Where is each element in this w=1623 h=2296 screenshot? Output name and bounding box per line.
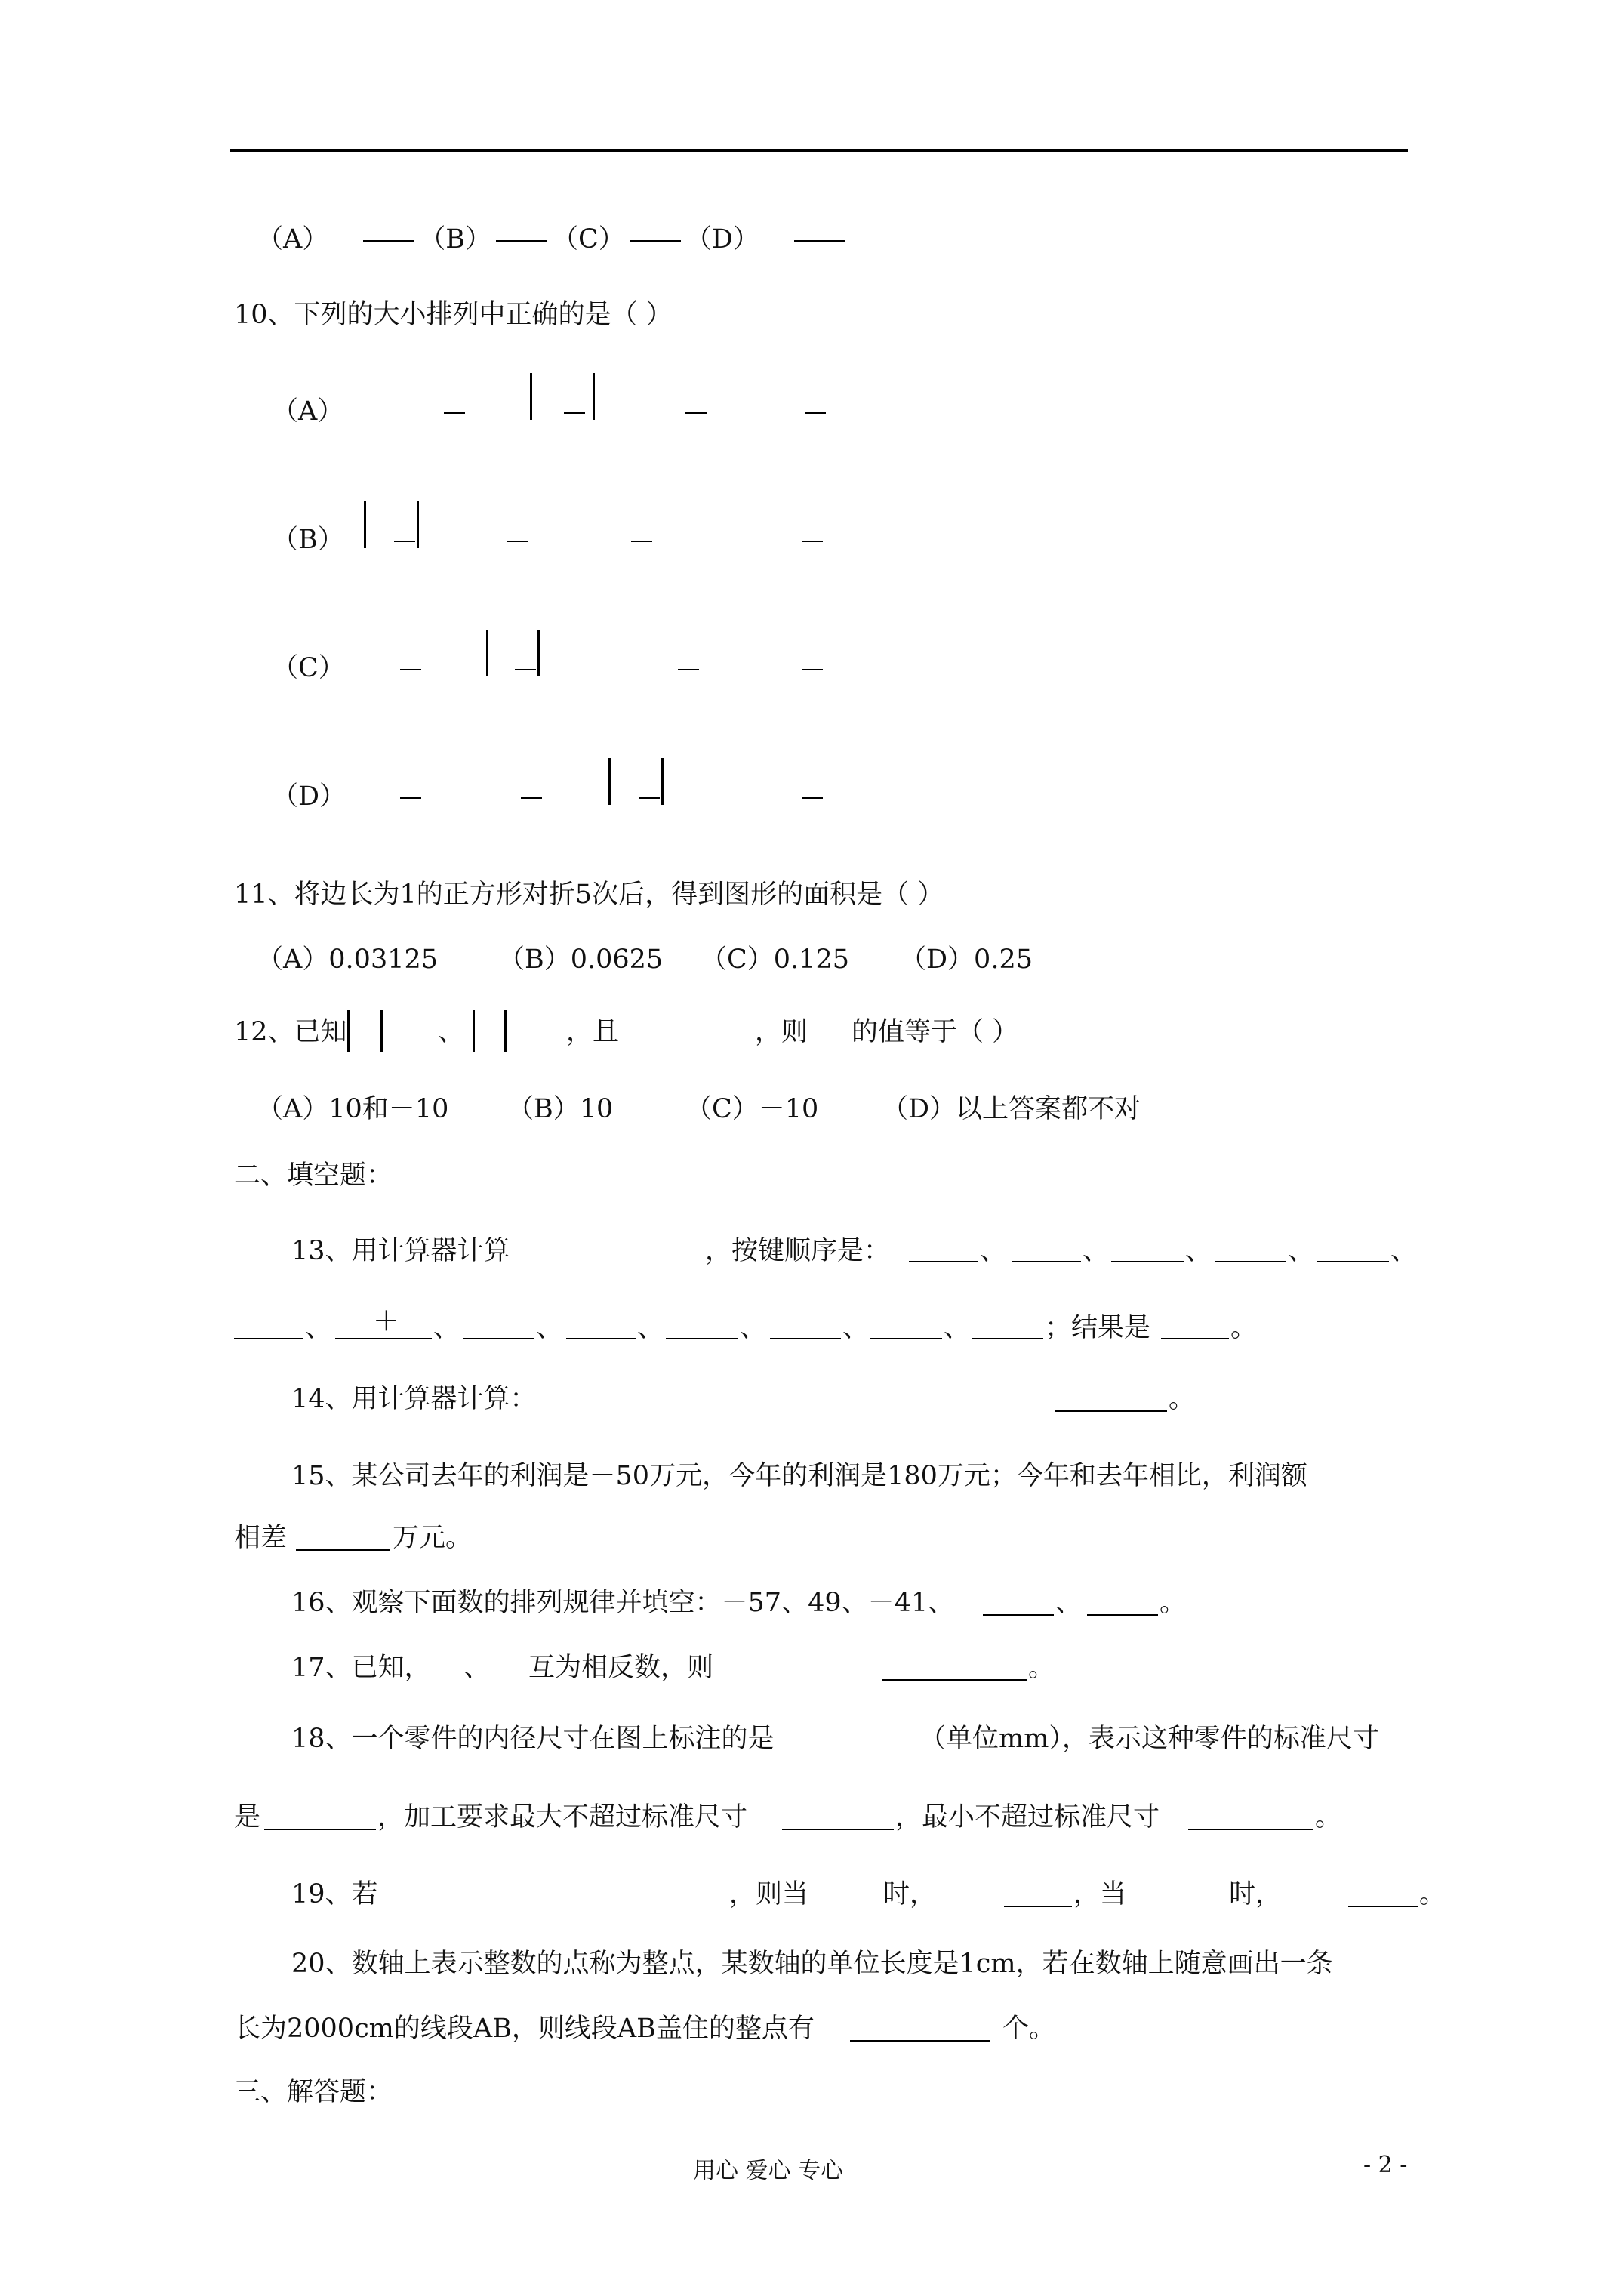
q10a-abs-right [593, 373, 595, 420]
q14-end: 。 [1169, 1384, 1196, 1414]
q18-line-2b: ，加工要求最大不超过标准尺寸 [377, 1802, 748, 1832]
q12-sep: 、 [438, 1017, 465, 1047]
q16-end: 。 [1160, 1588, 1187, 1618]
q10-option-d: （D） [272, 781, 346, 812]
q13-blank-result [1161, 1338, 1229, 1339]
q9-dash-a [363, 240, 414, 242]
q13-text-a: 13、用计算器计算 [291, 1236, 510, 1266]
q10d-minus-1 [400, 797, 421, 799]
q13-blank-4 [1215, 1261, 1286, 1262]
q9-option-c: （C） [552, 224, 625, 254]
q12-option-a: （A）10和－10 [257, 1094, 449, 1124]
q20-line-1: 20、数轴上表示整数的点称为整点，某数轴的单位长度是1cm，若在数轴上随意画出一条 [291, 1949, 1333, 1979]
q13-blank-6 [234, 1338, 303, 1339]
q13-blank-9 [566, 1338, 636, 1339]
q10a-minus-1 [444, 412, 465, 414]
q10a-minus-3 [685, 412, 707, 414]
q13-result: ；结果是 [1045, 1313, 1151, 1343]
q11-option-a: （A）0.03125 [257, 945, 439, 975]
q9-dash-d [794, 240, 845, 242]
q12-abs-b-right [504, 1010, 507, 1052]
q13-sep-5: 、 [1390, 1236, 1418, 1266]
q9-dash-b [496, 240, 547, 242]
q13-sep-4: 、 [1288, 1236, 1315, 1266]
q9-options [257, 222, 850, 257]
q19-text-c: 时， [883, 1879, 937, 1909]
q13-blank-10 [666, 1338, 738, 1339]
q10c-minus-4 [802, 669, 823, 670]
q19-text-b: ，则当 [729, 1879, 809, 1909]
q10a-abs-left [530, 373, 532, 420]
q12-abs-b-left [473, 1010, 475, 1052]
q10d-abs-right [661, 758, 664, 805]
q19-text-a: 19、若 [291, 1879, 378, 1909]
q9-option-a: （A） [257, 224, 329, 254]
q13-sep-10: 、 [740, 1313, 767, 1343]
q9-option-d: （D） [685, 224, 759, 254]
q18-blank-1 [264, 1829, 376, 1830]
q10c-minus-3 [678, 669, 699, 670]
q10a-minus-4 [805, 412, 826, 414]
q10-stem: 10、下列的大小排列中正确的是（ ） [234, 300, 673, 330]
q19-end: 。 [1419, 1879, 1446, 1909]
q10b-minus-1 [394, 541, 415, 542]
q16-blank-1 [983, 1614, 1054, 1616]
section-3-heading: 三、解答题： [234, 2077, 393, 2107]
q18-line-1b: （单位mm），表示这种零件的标准尺寸 [919, 1724, 1379, 1754]
q19-blank-2 [1348, 1906, 1418, 1907]
q10a-minus-2 [564, 412, 585, 414]
q13-sep-2: 、 [1083, 1236, 1110, 1266]
q9-dash-c [630, 240, 681, 242]
q17-text-a: 17、已知， [291, 1653, 431, 1683]
q13-blank-3 [1111, 1261, 1184, 1262]
q17-text-b: 、 [463, 1653, 491, 1683]
q18-line-2a: 是 [234, 1802, 261, 1832]
q10d-abs-left [608, 758, 611, 805]
q12-option-d: （D）以上答案都不对 [882, 1094, 1141, 1124]
q9-option-b: （B） [419, 224, 492, 254]
q15-line-2b: 万元。 [393, 1523, 473, 1553]
q11-option-b: （B）0.0625 [498, 945, 664, 975]
q12-option-c: （C）－10 [685, 1094, 819, 1124]
q13-blank-1 [909, 1261, 978, 1262]
q13-blank-13 [972, 1338, 1043, 1339]
q13-plus: ＋ [373, 1307, 400, 1337]
q10d-minus-2 [521, 797, 542, 799]
q11-stem: 11、将边长为1的正方形对折5次后，得到图形的面积是（ ） [234, 880, 944, 910]
q19-blank-1 [1004, 1906, 1072, 1907]
q10c-abs-left [486, 630, 488, 676]
q12-option-b: （B）10 [507, 1094, 614, 1124]
q17-blank [882, 1679, 1027, 1681]
q10-option-c: （C） [272, 653, 345, 683]
q13-sep-1: 、 [980, 1236, 1007, 1266]
q10c-abs-right [537, 630, 540, 676]
q18-blank-2 [782, 1829, 894, 1830]
q20-blank [850, 2040, 990, 2042]
q12-and: ，且 [566, 1017, 620, 1047]
q13-sep-7: 、 [433, 1313, 460, 1343]
q18-line-2c: ，最小不超过标准尺寸 [895, 1802, 1160, 1832]
q14-text: 14、用计算器计算： [291, 1384, 537, 1414]
q20-line-2a: 长为2000cm的线段AB，则线段AB盖住的整点有 [234, 2014, 815, 2044]
header-rule [230, 149, 1408, 152]
q10b-minus-2 [507, 541, 528, 542]
q13-blank-11 [770, 1338, 841, 1339]
q19-text-d: ，当 [1073, 1879, 1127, 1909]
q12-value: 的值等于（ ） [852, 1017, 1019, 1047]
page-number: - 2 - [1363, 2152, 1408, 2178]
q12-then: ，则 [755, 1017, 808, 1047]
q11-option-c: （C）0.125 [701, 945, 849, 975]
q20-line-2b: 个。 [1002, 2014, 1056, 2044]
footer-motto: 用心 爱心 专心 [693, 2158, 844, 2184]
q12-stem-prefix: 12、已知 [234, 1017, 347, 1047]
q10-option-b: （B） [272, 525, 344, 555]
q18-end: 。 [1315, 1802, 1342, 1832]
q13-sep-11: 、 [842, 1313, 870, 1343]
q18-blank-3 [1188, 1829, 1313, 1830]
q10-option-a: （A） [272, 396, 344, 427]
q11-option-d: （D）0.25 [900, 945, 1033, 975]
q13-sep-3: 、 [1185, 1236, 1212, 1266]
q13-blank-5 [1317, 1261, 1389, 1262]
q13-end: 。 [1230, 1313, 1258, 1343]
q10b-minus-3 [631, 541, 652, 542]
q13-blank-8 [463, 1338, 534, 1339]
q12-abs-a-left [347, 1010, 350, 1052]
q10c-minus-1 [400, 669, 421, 670]
q12-abs-a-right [380, 1010, 383, 1052]
q10b-minus-4 [802, 541, 823, 542]
q15-line-2a: 相差 [234, 1523, 288, 1553]
q13-sep-6: 、 [305, 1313, 332, 1343]
q13-sep-9: 、 [637, 1313, 664, 1343]
q13-sep-8: 、 [536, 1313, 563, 1343]
q10c-minus-2 [515, 669, 536, 670]
q13-text-b: ，按键顺序是： [705, 1236, 891, 1266]
q10b-abs-left [364, 501, 366, 548]
q14-blank [1055, 1410, 1167, 1412]
q13-sep-12: 、 [944, 1313, 971, 1343]
q15-line-1: 15、某公司去年的利润是－50万元，今年的利润是180万元；今年和去年相比，利润额 [291, 1461, 1307, 1491]
q15-blank [296, 1549, 390, 1551]
q16-sep: 、 [1055, 1588, 1083, 1618]
q13-blank-2 [1012, 1261, 1081, 1262]
q17-text-c: 互为相反数，则 [528, 1653, 714, 1683]
q16-blank-2 [1087, 1614, 1158, 1616]
q18-line-1a: 18、一个零件的内径尺寸在图上标注的是 [291, 1724, 775, 1754]
q13-blank-12 [870, 1338, 942, 1339]
q10b-abs-right [417, 501, 419, 548]
q10d-minus-4 [802, 797, 823, 799]
q16-text: 16、观察下面数的排列规律并填空：－57、49、－41、 [291, 1588, 955, 1618]
section-2-heading: 二、填空题： [234, 1160, 393, 1191]
q17-end: 。 [1028, 1653, 1055, 1683]
q19-text-e: 时， [1229, 1879, 1283, 1909]
q10d-minus-3 [639, 797, 660, 799]
